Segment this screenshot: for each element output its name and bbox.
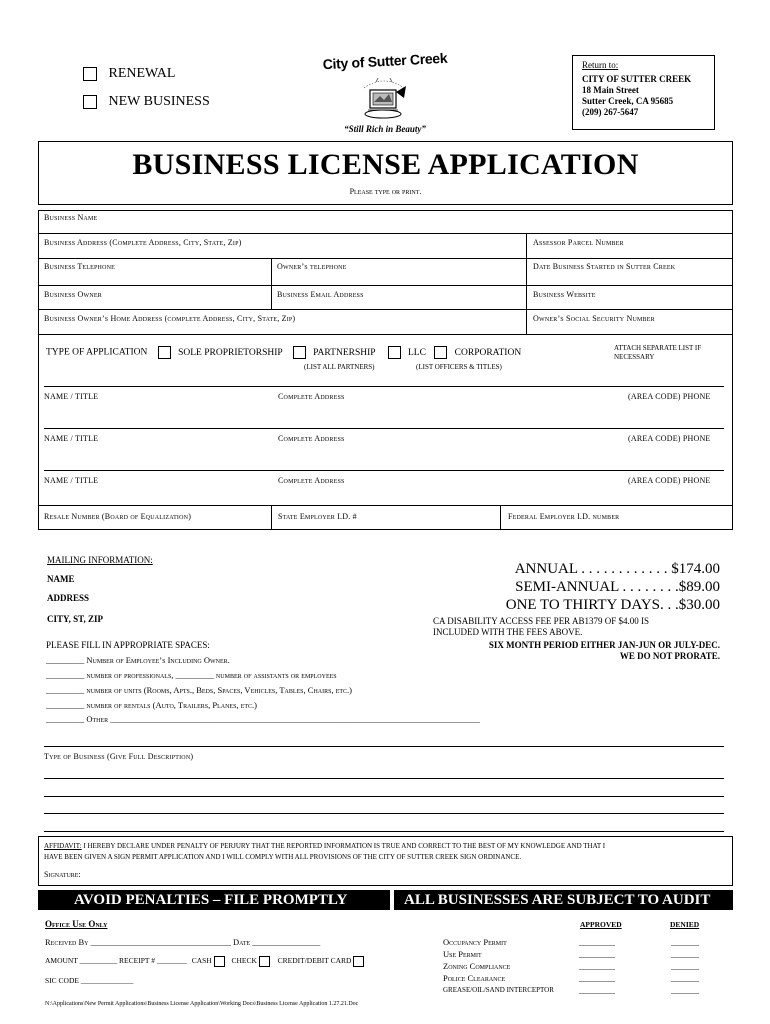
new-business-checkbox[interactable]	[83, 95, 97, 109]
sic-row	[45, 976, 133, 985]
avoid-penalties-banner	[38, 890, 390, 910]
employees-count-line[interactable]: _________ Number of Employee’s Including Owner.	[46, 655, 230, 665]
professionals-count-line[interactable]: _________ number of professionals, _________ number of assistants or employees	[46, 670, 337, 680]
affidavit-line-1	[44, 842, 605, 850]
receipt-label: RECEIPT #	[119, 956, 155, 966]
business-address-input[interactable]	[44, 247, 519, 257]
occupancy-permit-label: Occupancy Permit	[443, 937, 507, 947]
affidavit-text-1: I HEREBY DECLARE UNDER PENALTY OF PERJURY THAT THE REPORTED INFORMATION IS TRUE AND CORRECT TO THE BEST OF MY KNOWLEDGE AND THAT I	[83, 842, 606, 850]
return-line: CITY OF SUTTER CREEK	[582, 74, 692, 84]
sole-proprietorship-label: SOLE PROPRIETORSHIP	[178, 347, 283, 358]
return-line: 18 Main Street	[582, 85, 639, 95]
occupancy-denied-blank[interactable]: _______	[671, 938, 699, 947]
application-type-row	[46, 346, 521, 359]
sic-code-label: SIC CODE	[45, 976, 79, 985]
person-2-entry-input[interactable]	[44, 416, 724, 427]
check-label: CHECK	[231, 956, 257, 966]
units-count-line[interactable]: _________ number of units (Rooms, Apts., Beds, Spaces, Vehicles, Tables, Chairs, etc.)	[46, 685, 352, 695]
no-prorate-note: WE DO NOT PRORATE.	[619, 651, 720, 661]
interceptor-approved-blank[interactable]: _________	[579, 986, 615, 995]
date-started-input[interactable]	[533, 272, 728, 283]
person-3-entry-input[interactable]	[44, 458, 724, 469]
application-type-label: TYPE OF APPLICATION	[46, 347, 148, 358]
six-month-note: SIX MONTH PERIOD EITHER JAN-JUN OR JULY-DEC.	[488, 640, 720, 650]
attach-list-note: ATTACH SEPARATE LIST IF NECESSARY	[614, 344, 702, 361]
fill-spaces-heading: PLEASE FILL IN APPROPRIATE SPACES:	[46, 640, 210, 650]
business-type-line[interactable]	[44, 796, 724, 797]
city-motto: “Still Rich in Beauty”	[344, 124, 426, 134]
state-employer-label: State Employer I.D. #	[278, 512, 357, 521]
office-use-heading: Office Use Only	[45, 919, 108, 929]
llc-label: LLC	[407, 347, 426, 358]
renewal-option[interactable]	[83, 66, 175, 82]
resale-number-label: Resale Number (Board of Equalization)	[44, 512, 192, 521]
person-3-phone-label: (AREA CODE) PHONE	[628, 476, 711, 485]
approved-blanks	[579, 937, 615, 997]
renewal-label: RENEWAL	[108, 66, 176, 81]
sole-proprietorship-checkbox[interactable]	[158, 346, 171, 359]
interceptor-denied-blank[interactable]: _______	[671, 986, 699, 995]
mailing-address-label: ADDRESS	[47, 593, 90, 603]
business-address-label: Business Address (Complete Address, City, State, Zip)	[44, 238, 242, 247]
business-name-input[interactable]	[44, 222, 724, 232]
federal-employer-label: Federal Employer I.D. number	[508, 512, 620, 521]
return-line: (209) 267-5647	[582, 107, 639, 117]
owner-ssn-label: Owner’s Social Security Number	[533, 314, 655, 323]
business-owner-input[interactable]	[44, 298, 266, 308]
police-approved-blank[interactable]: _________	[579, 974, 615, 983]
fee-one-to-thirty: ONE TO THIRTY DAYS. . .$30.00	[505, 597, 720, 613]
cash-label: CASH	[191, 956, 212, 966]
card-checkbox[interactable]	[353, 956, 364, 967]
use-denied-blank[interactable]: _______	[671, 950, 699, 959]
receipt-blank[interactable]: ________	[156, 956, 187, 966]
person-1-phone-label: (AREA CODE) PHONE	[628, 392, 711, 401]
business-telephone-input[interactable]	[44, 272, 266, 283]
occupancy-approved-blank[interactable]: _________	[579, 938, 615, 947]
city-seal-icon	[356, 72, 412, 122]
amount-blank[interactable]: __________	[79, 956, 118, 966]
new-business-option[interactable]	[83, 94, 210, 110]
denied-heading: DENIED	[670, 920, 700, 929]
use-permit-label: Use Permit	[443, 949, 482, 959]
city-seal	[356, 72, 412, 127]
title-box	[38, 141, 733, 205]
other-count-line[interactable]: _________ Other _______________________________________________________________________________________	[46, 714, 481, 724]
date-started-label: Date Business Started in Sutter Creek	[533, 262, 676, 271]
ca-disability-line-2: INCLUDED WITH THE FEES ABOVE.	[433, 627, 583, 637]
business-type-line[interactable]	[44, 813, 724, 814]
new-business-label: NEW BUSINESS	[108, 94, 210, 109]
business-website-label: Business Website	[533, 290, 596, 299]
business-email-label: Business Email Address	[277, 290, 364, 299]
rentals-count-line[interactable]: _________ number of rentals (Auto, Trailers, Planes, etc.)	[46, 700, 257, 710]
person-2-name-label: NAME / TITLE	[44, 434, 99, 443]
assessor-parcel-input[interactable]	[533, 247, 728, 257]
card-label: CREDIT/DEBIT CARD	[277, 956, 352, 966]
fee-semi-annual: SEMI-ANNUAL . . . . . . . .$89.00	[515, 579, 720, 595]
business-owner-label: Business Owner	[44, 290, 102, 299]
fee-annual: ANNUAL . . . . . . . . . . . . $174.00	[514, 561, 720, 577]
list-officers-note: (LIST OFFICERS & TITLES)	[416, 363, 502, 371]
form-title: BUSINESS LICENSE APPLICATION	[132, 148, 639, 181]
use-approved-blank[interactable]: _________	[579, 950, 615, 959]
renewal-checkbox[interactable]	[83, 67, 97, 81]
partnership-checkbox[interactable]	[293, 346, 306, 359]
ca-disability-line-1: CA DISABILITY ACCESS FEE PER AB1379 OF $4.00 IS	[433, 616, 649, 626]
llc-checkbox[interactable]	[388, 346, 401, 359]
received-by-line[interactable]: Received By _________________________________ Date ________________	[45, 937, 321, 947]
approved-heading: APPROVED	[580, 920, 622, 929]
person-3-address-label: Complete Address	[278, 476, 345, 485]
mailing-name-label: NAME	[47, 574, 75, 584]
person-2-address-label: Complete Address	[278, 434, 345, 443]
business-telephone-label: Business Telephone	[44, 262, 116, 271]
police-denied-blank[interactable]: _______	[671, 974, 699, 983]
business-type-line[interactable]	[44, 778, 724, 779]
affidavit-text-2: HAVE BEEN GIVEN A SIGN PERMIT APPLICATION AND I WILL COMPLY WITH ALL PROVISIONS OF THE CITY OF SUTTER CREEK SIGN ORDINANCE.	[44, 853, 522, 861]
check-checkbox[interactable]	[259, 956, 270, 967]
city-title: City of Sutter Creek	[322, 49, 448, 73]
document-path: N:\Applications\New Permit Applications\Business License Application\Working Docs\Business License Application 1.27.21.Doc	[45, 1001, 359, 1007]
return-label: Return to:	[582, 60, 619, 70]
signature-input[interactable]	[100, 868, 720, 880]
mailing-city-label: CITY, ST, ZIP	[47, 614, 104, 624]
zoning-approved-blank[interactable]: _________	[579, 962, 615, 971]
owner-home-address-label: Business Owner’s Home Address (complete Address, City, State, Zip)	[44, 314, 296, 323]
audit-text: ALL BUSINESSES ARE SUBJECT TO AUDIT	[404, 892, 711, 908]
mailing-heading: MAILING INFORMATION:	[47, 555, 153, 565]
business-email-input[interactable]	[277, 298, 521, 308]
corporation-label: CORPORATION	[454, 347, 522, 358]
affidavit-label: AFFIDAVIT:	[44, 842, 82, 850]
police-clearance-label: Police Clearance	[443, 973, 506, 983]
person-1-address-label: Complete Address	[278, 392, 345, 401]
interceptor-label: GREASE/OIL/SAND INTERCEPTOR	[443, 986, 554, 994]
partnership-label: PARTNERSHIP	[313, 347, 376, 358]
sic-code-blank[interactable]: ______________	[80, 976, 134, 985]
zoning-denied-blank[interactable]: _______	[671, 962, 699, 971]
business-type-line[interactable]	[44, 831, 724, 832]
owner-home-address-input[interactable]	[44, 323, 519, 333]
corporation-checkbox[interactable]	[434, 346, 447, 359]
person-1-name-label: NAME / TITLE	[44, 392, 99, 401]
return-address-box	[572, 55, 715, 130]
business-name-label: Business Name	[44, 213, 98, 222]
business-website-input[interactable]	[533, 298, 728, 308]
zoning-compliance-label: Zoning Compliance	[443, 961, 511, 971]
payment-row	[45, 956, 364, 967]
denied-blanks	[671, 937, 699, 997]
audit-banner	[394, 890, 733, 910]
person-3-name-label: NAME / TITLE	[44, 476, 99, 485]
cash-checkbox[interactable]	[214, 956, 225, 967]
owner-ssn-input[interactable]	[533, 323, 728, 333]
form-subtitle: Please type or print.	[349, 187, 422, 196]
assessor-parcel-label: Assessor Parcel Number	[533, 238, 624, 247]
list-partners-note: (LIST ALL PARTNERS)	[304, 363, 375, 371]
business-type-label: Type of Business (Give Full Description)	[44, 752, 194, 761]
owners-telephone-input[interactable]	[277, 272, 521, 283]
signature-label: Signature:	[44, 870, 81, 879]
avoid-penalties-text: AVOID PENALTIES – FILE PROMPTLY	[74, 892, 348, 908]
return-line: Sutter Creek, CA 95685	[582, 96, 674, 106]
person-2-phone-label: (AREA CODE) PHONE	[628, 434, 711, 443]
amount-label: AMOUNT	[45, 956, 78, 966]
owners-telephone-label: Owner’s telephone	[277, 262, 347, 271]
